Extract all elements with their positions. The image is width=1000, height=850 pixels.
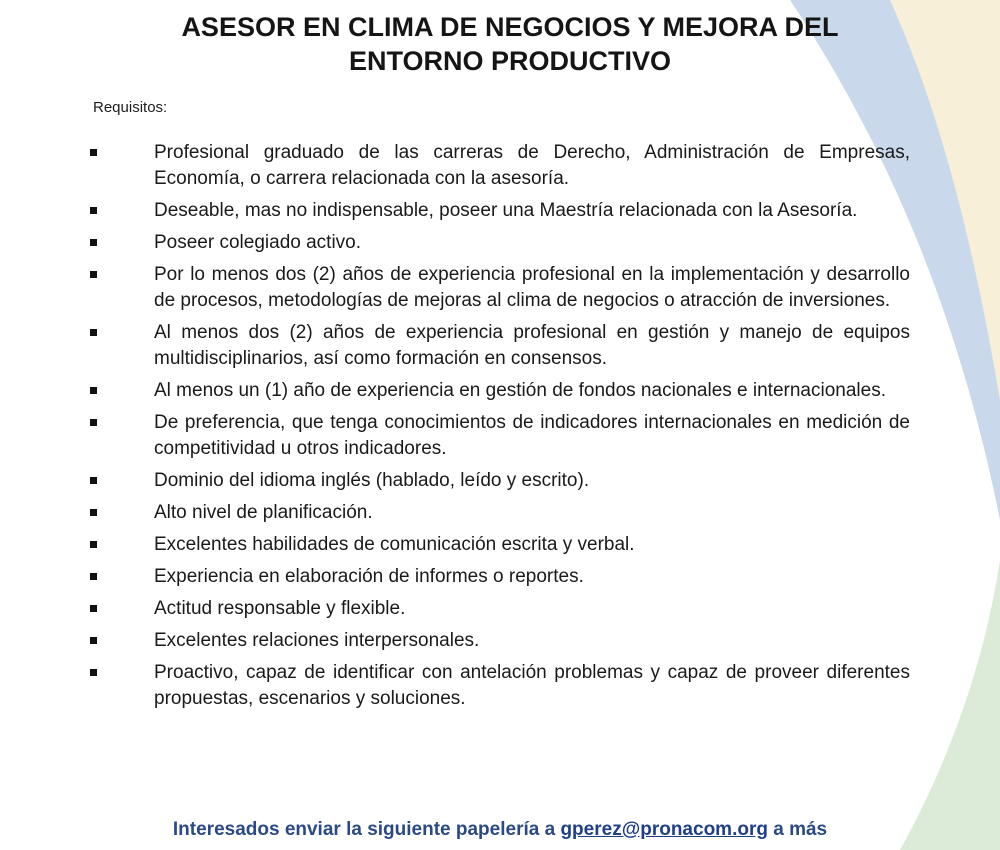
requirement-text: Excelentes relaciones interpersonales. — [154, 630, 480, 651]
requirement-item — [0, 500, 910, 526]
requirement-item — [0, 410, 910, 462]
requirement-text: Proactivo, capaz de identificar con antelación problemas y capaz de proveer diferentes propuestas, escenarios y soluciones. — [154, 662, 910, 709]
requirement-text: Dominio del idioma inglés (hablado, leído y escrito). — [154, 470, 590, 491]
bullet-square-icon — [90, 637, 97, 644]
requirement-item — [0, 660, 910, 712]
bullet-square-icon — [90, 541, 97, 548]
requirements-label: Requisitos: — [93, 99, 168, 116]
bullet-square-icon — [90, 239, 97, 246]
requirement-item — [0, 564, 910, 590]
requirement-item — [0, 230, 910, 256]
title-line-2: ENTORNO PRODUCTIVO — [348, 46, 672, 76]
bullet-square-icon — [90, 509, 97, 516]
requirement-text: Poseer colegiado activo. — [154, 232, 362, 253]
requirement-text: De preferencia, que tenga conocimientos de indicadores internacionales en medición de competitividad u otros indicadores. — [154, 412, 910, 459]
bullet-square-icon — [90, 207, 97, 214]
requirement-item — [0, 532, 910, 558]
bullet-square-icon — [90, 573, 97, 580]
page-title — [80, 10, 940, 78]
requirement-text: Excelentes habilidades de comunicación escrita y verbal. — [154, 534, 635, 555]
bullet-square-icon — [90, 605, 97, 612]
requirements-list — [0, 140, 1000, 718]
requirement-text: Al menos un (1) año de experiencia en gestión de fondos nacionales e internacionales. — [154, 380, 886, 401]
requirement-text: Profesional graduado de las carreras de Derecho, Administración de Empresas, Economía, o carrera relacionada con la asesoría. — [154, 142, 910, 189]
footer-prefix: Interesados enviar la siguiente papelería a — [172, 819, 561, 840]
requirement-item — [0, 596, 910, 622]
requirement-text: Experiencia en elaboración de informes o reportes. — [154, 566, 584, 587]
bullet-square-icon — [90, 149, 97, 156]
contact-email-link[interactable]: gperez@pronacom.org — [560, 819, 768, 840]
bullet-square-icon — [90, 329, 97, 336]
bullet-square-icon — [90, 477, 97, 484]
requirement-item — [0, 140, 910, 192]
title-line-1: ASESOR EN CLIMA DE NEGOCIOS Y MEJORA DEL — [181, 12, 839, 42]
requirement-text: Por lo menos dos (2) años de experiencia profesional en la implementación y desarrollo de procesos, metodologías de mejoras al clima de negocios o atracción de inversiones. — [154, 264, 910, 311]
requirement-item — [0, 198, 910, 224]
requirement-text: Deseable, mas no indispensable, poseer una Maestría relacionada con la Asesoría. — [154, 200, 858, 221]
requirement-item — [0, 320, 910, 372]
requirement-item — [0, 262, 910, 314]
bullet-square-icon — [90, 419, 97, 426]
bullet-square-icon — [90, 387, 97, 394]
requirement-item — [0, 628, 910, 654]
bullet-square-icon — [90, 669, 97, 676]
requirement-item — [0, 468, 910, 494]
requirement-item — [0, 378, 910, 404]
bullet-square-icon — [90, 271, 97, 278]
requirement-text: Alto nivel de planificación. — [154, 502, 373, 523]
requirement-text: Al menos dos (2) años de experiencia profesional en gestión y manejo de equipos multidisciplinarios, así como formación en consensos. — [154, 322, 910, 369]
requirement-text: Actitud responsable y flexible. — [154, 598, 406, 619]
footer-suffix: a más — [767, 819, 828, 840]
footer-instructions — [0, 819, 1000, 841]
